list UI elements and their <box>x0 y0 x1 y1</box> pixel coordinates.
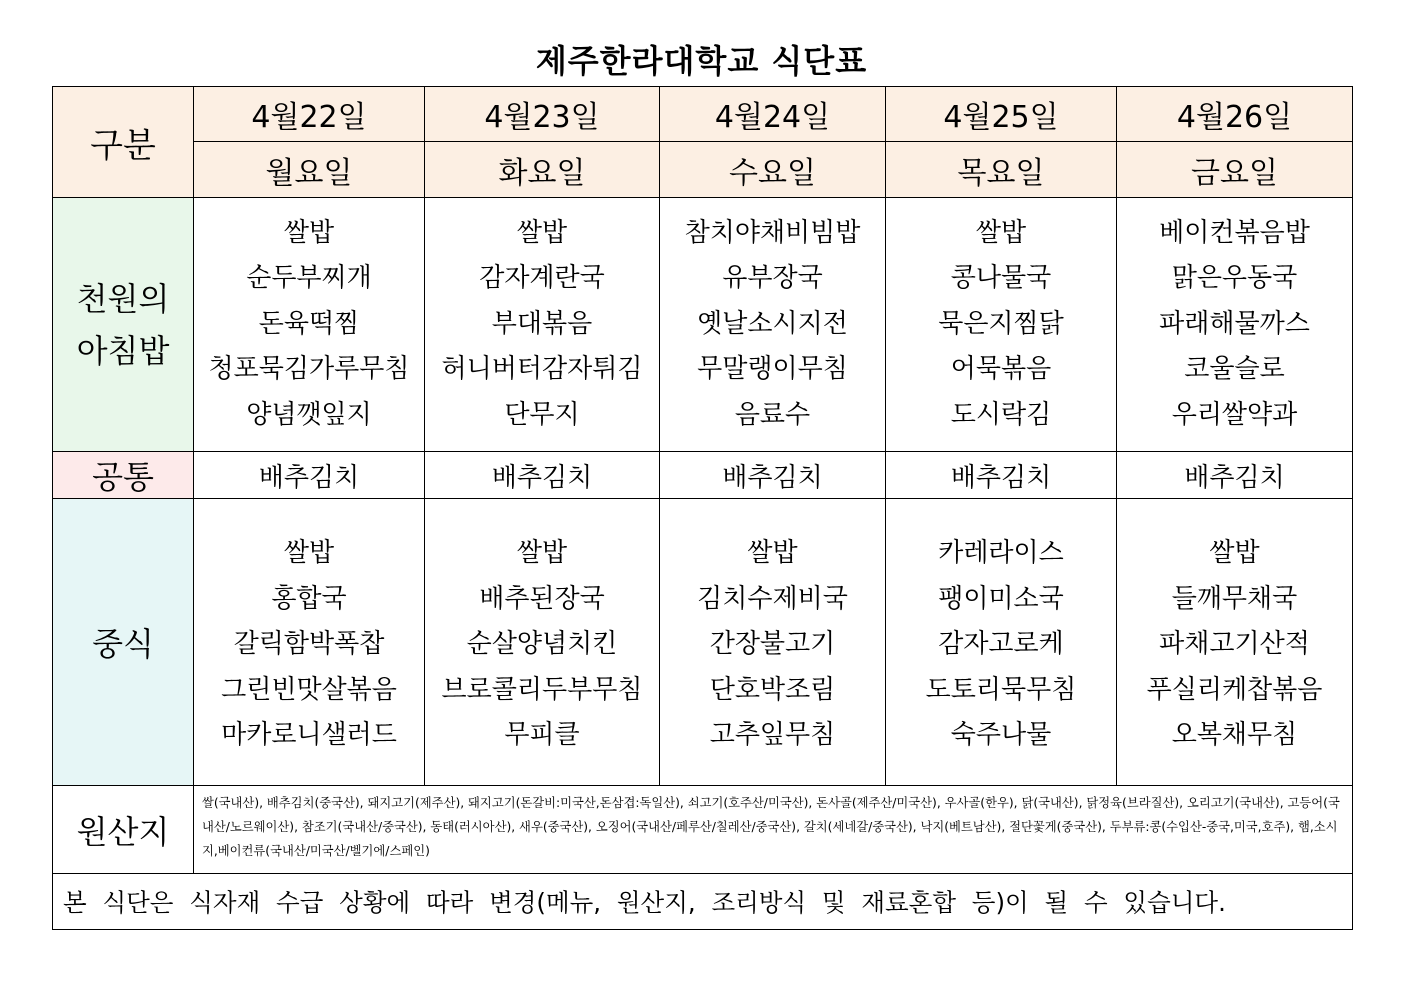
lunch-cell <box>194 499 425 786</box>
menu-item: 허니버터감자튀김 <box>441 354 643 385</box>
date-cell: 4월25일 <box>886 87 1117 142</box>
weekday-cell: 금요일 <box>1117 142 1353 198</box>
notice-text: 본 식단은 식자재 수급 상황에 따라 변경(메뉴, 원산지, 조리방식 및 재료혼합 등)이 될 수 있습니다. <box>53 874 1353 930</box>
menu-item: 단무지 <box>504 399 580 430</box>
lunch-cell <box>886 499 1117 786</box>
date-cell: 4월26일 <box>1117 87 1353 142</box>
menu-item: 파래해물까스 <box>1159 308 1310 339</box>
menu-item: 청포묵김가루무침 <box>208 354 410 385</box>
breakfast-label-line: 천원의 <box>76 279 170 318</box>
breakfast-label <box>53 198 194 452</box>
menu-item: 팽이미소국 <box>938 583 1064 614</box>
menu-item: 쌀밥 <box>1209 538 1260 569</box>
lunch-row <box>53 499 1353 786</box>
menu-item: 참치야채비빔밥 <box>684 217 861 248</box>
menu-item: 쌀밥 <box>283 217 335 248</box>
menu-item: 순두부찌개 <box>246 263 372 294</box>
menu-item: 푸실리케찹볶음 <box>1146 674 1323 705</box>
menu-item: 유부장국 <box>722 263 823 294</box>
common-cell: 배추김치 <box>1117 452 1353 499</box>
lunch-cell <box>425 499 660 786</box>
menu-item: 부대볶음 <box>491 308 593 339</box>
notice-row <box>53 874 1353 930</box>
menu-item: 양념깻잎지 <box>246 399 372 430</box>
origin-text: 쌀(국내산), 배추김치(중국산), 돼지고기(제주산), 돼지고기(돈갈비:미국산,돈삼겹:독일산), 쇠고기(호주산/미국산), 돈사골(제주산/미국산), 우사골(한우), 닭(국내산), 닭정육(브라질산), 오리고기(국내산), 고등어(국내산/노르웨이산), 참조기(국내산/중국산), 동태(러시아산), 새우(중국산), 오징어(국내산/페루산/칠레산/중국산), 갈치(세네갈/중국산), 낙지(베트남산), 절단꽃게(중국산), 두부류:콩(수입산-중국,미국,호주), 햄,소시지,베이컨류(국내산/미국산/벨기에/스페인) <box>194 786 1353 874</box>
menu-item: 오복채무침 <box>1171 720 1298 751</box>
menu-item: 감자고로케 <box>938 629 1064 660</box>
common-cell: 배추김치 <box>886 452 1117 499</box>
menu-item: 쌀밥 <box>975 217 1027 248</box>
breakfast-cell <box>660 198 886 452</box>
menu-item: 갈릭함박폭찹 <box>233 629 385 660</box>
menu-item: 숙주나물 <box>950 720 1052 751</box>
menu-item: 묵은지찜닭 <box>938 308 1064 339</box>
menu-item: 감자계란국 <box>479 263 605 294</box>
common-cell: 배추김치 <box>425 452 660 499</box>
menu-item: 콩나물국 <box>950 263 1052 294</box>
breakfast-cell <box>425 198 660 452</box>
menu-item: 파채고기산적 <box>1159 629 1310 660</box>
common-cell: 배추김치 <box>194 452 425 499</box>
menu-item: 도토리묵무침 <box>925 674 1077 705</box>
origin-row <box>53 786 1353 874</box>
lunch-cell <box>660 499 886 786</box>
menu-item: 우리쌀약과 <box>1171 399 1298 430</box>
weekday-cell: 월요일 <box>194 142 425 198</box>
weekday-row <box>53 142 1353 198</box>
lunch-label: 중식 <box>53 499 194 786</box>
breakfast-cell <box>886 198 1117 452</box>
menu-item: 고추잎무침 <box>709 720 836 751</box>
common-row <box>53 452 1353 499</box>
menu-item: 무말랭이무침 <box>697 354 848 385</box>
breakfast-cell <box>194 198 425 452</box>
menu-item: 배추된장국 <box>479 583 605 614</box>
menu-item: 브로콜리두부무침 <box>441 674 643 705</box>
breakfast-cell <box>1117 198 1353 452</box>
menu-item: 그린빈맛살볶음 <box>221 674 397 705</box>
menu-item: 코울슬로 <box>1184 354 1285 385</box>
menu-item: 순살양념치킨 <box>466 629 618 660</box>
menu-item: 음료수 <box>734 399 811 430</box>
common-cell: 배추김치 <box>660 452 886 499</box>
menu-item: 어묵볶음 <box>950 354 1052 385</box>
menu-item: 맑은우동국 <box>1171 263 1298 294</box>
menu-item: 쌀밥 <box>516 217 568 248</box>
menu-item: 김치수제비국 <box>697 583 848 614</box>
date-cell: 4월23일 <box>425 87 660 142</box>
menu-item: 홍합국 <box>271 583 347 614</box>
menu-item: 도시락김 <box>950 399 1052 430</box>
menu-item: 쌀밥 <box>516 538 568 569</box>
menu-item: 무피클 <box>504 720 580 751</box>
common-label: 공통 <box>53 452 194 499</box>
weekday-cell: 목요일 <box>886 142 1117 198</box>
breakfast-label-line: 아침밥 <box>76 331 170 370</box>
menu-table <box>52 86 1353 930</box>
weekday-cell: 수요일 <box>660 142 886 198</box>
menu-item: 마카로니샐러드 <box>221 720 397 751</box>
weekday-cell: 화요일 <box>425 142 660 198</box>
menu-item: 단호박조림 <box>709 674 836 705</box>
menu-item: 옛날소시지전 <box>697 308 848 339</box>
date-cell: 4월22일 <box>194 87 425 142</box>
menu-item: 쌀밥 <box>283 538 335 569</box>
category-header: 구분 <box>53 87 194 198</box>
date-row <box>53 87 1353 142</box>
menu-item: 들깨무채국 <box>1171 583 1298 614</box>
menu-item: 카레라이스 <box>938 538 1064 569</box>
lunch-cell <box>1117 499 1353 786</box>
menu-item: 베이컨볶음밥 <box>1159 217 1310 248</box>
breakfast-row <box>53 198 1353 452</box>
menu-item: 돈육떡찜 <box>258 308 360 339</box>
menu-item: 간장불고기 <box>709 629 836 660</box>
menu-item: 쌀밥 <box>747 538 798 569</box>
date-cell: 4월24일 <box>660 87 886 142</box>
page-title: 제주한라대학교 식단표 <box>535 42 868 80</box>
origin-label: 원산지 <box>53 786 194 874</box>
